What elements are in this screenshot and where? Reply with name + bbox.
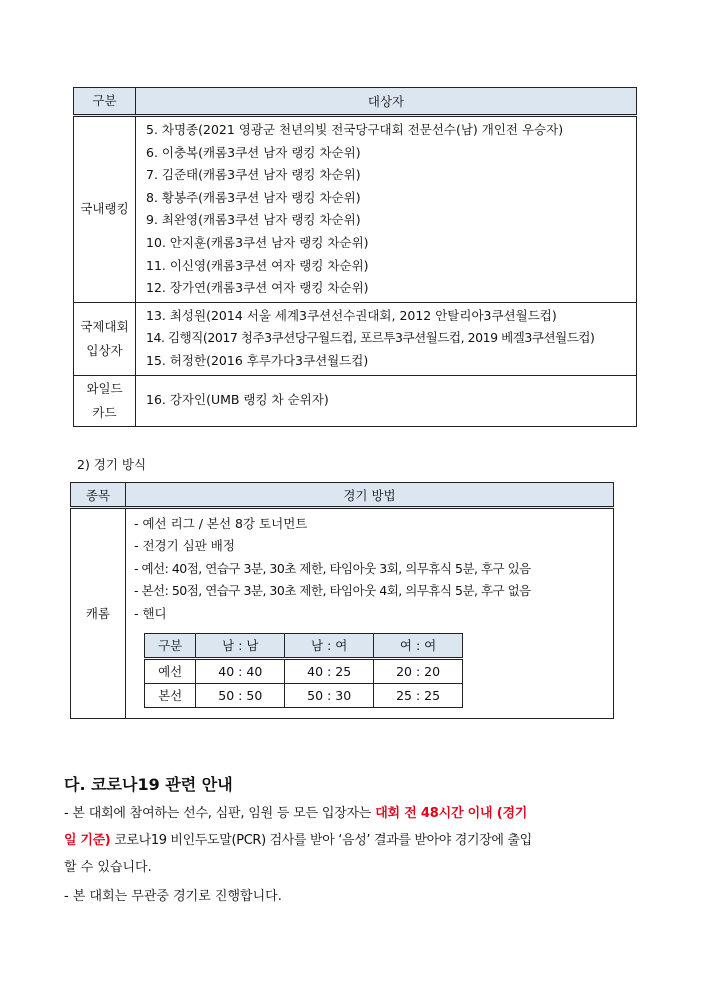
score-cell: 50 : 50 bbox=[196, 683, 285, 707]
category-line: 와일드 bbox=[86, 380, 123, 396]
category-cell bbox=[74, 302, 136, 375]
method-line: - 핸디 bbox=[134, 605, 167, 621]
score-header: 여 : 여 bbox=[374, 633, 463, 658]
header-event: 종목 bbox=[71, 483, 126, 508]
highlight-text: 일 기준) bbox=[64, 833, 111, 848]
score-cell: 예선 bbox=[145, 658, 196, 683]
list-item: 7. 김준태(캐롬3쿠션 남자 랭킹 차순위) bbox=[146, 167, 361, 183]
paragraph-line: 할 수 있습니다. bbox=[64, 860, 152, 875]
qualified-players-table bbox=[73, 87, 637, 427]
table-row bbox=[145, 658, 463, 683]
header-method: 경기 방법 bbox=[126, 483, 614, 508]
player-list bbox=[136, 116, 637, 303]
category-cell: 국내랭킹 bbox=[74, 116, 136, 303]
score-header: 구분 bbox=[145, 633, 196, 658]
section-2-title: 2) 경기 방식 bbox=[77, 457, 147, 472]
list-item: 9. 최완영(캐롬3쿠션 남자 랭킹 차순위) bbox=[146, 212, 361, 228]
category-line: 카드 bbox=[92, 404, 117, 420]
list-item: 8. 황봉주(캐롬3쿠션 남자 랭킹 차순위) bbox=[146, 189, 361, 205]
header-target: 대상자 bbox=[136, 88, 637, 116]
paragraph-line: - 본 대회는 무관중 경기로 진행합니다. bbox=[64, 889, 282, 904]
method-line: - 전경기 심판 배정 bbox=[134, 538, 235, 554]
paragraph-line bbox=[64, 802, 527, 821]
list-item: 5. 차명종(2021 영광군 천년의빛 전국당구대회 전문선수(남) 개인전 우승자) bbox=[146, 122, 564, 137]
category-cell bbox=[74, 375, 136, 426]
method-cell bbox=[126, 508, 614, 719]
score-cell: 40 : 25 bbox=[285, 658, 374, 683]
list-item: 11. 이신영(캐롬3쿠션 여자 랭킹 차순위) bbox=[146, 257, 369, 273]
table-row bbox=[74, 116, 637, 303]
score-cell: 본선 bbox=[145, 683, 196, 707]
list-item: 6. 이충복(캐롬3쿠션 남자 랭킹 차순위) bbox=[146, 144, 361, 160]
list-item: 14. 김행직(2017 청주3쿠션당구월드컵, 포르투3쿠션월드컵, 2019 베겔3쿠션월드컵) bbox=[146, 330, 595, 346]
category-line: 국제대회 bbox=[80, 318, 129, 334]
list-item: 13. 최성원(2014 서울 세계3쿠션선수권대회, 2012 안탈리아3쿠션월드컵) bbox=[146, 307, 557, 323]
list-item: 10. 안지훈(캐롬3쿠션 남자 랭킹 차순위) bbox=[146, 234, 369, 250]
score-cell: 20 : 20 bbox=[374, 658, 463, 683]
paragraph-text: - 본 대회에 참여하는 선수, 심판, 임원 등 모든 입장자는 bbox=[64, 806, 376, 821]
player-list bbox=[136, 302, 637, 375]
score-cell: 40 : 40 bbox=[196, 658, 285, 683]
header-category: 구분 bbox=[74, 88, 136, 116]
score-header: 남 : 남 bbox=[196, 633, 285, 658]
list-item: 16. 강자인(UMB 랭킹 차 순위자) bbox=[146, 392, 329, 408]
category-line: 입상자 bbox=[86, 342, 123, 358]
highlight-text: 대회 전 48시간 이내 (경기 bbox=[375, 806, 528, 821]
paragraph-line bbox=[64, 829, 532, 848]
method-line: - 본선: 50점, 연습구 3분, 30초 제한, 타임아웃 4회, 의무휴식 5분, 후구 없음 bbox=[134, 583, 531, 599]
table-row bbox=[145, 683, 463, 707]
handicap-score-table bbox=[144, 633, 463, 708]
table-row bbox=[71, 508, 614, 719]
list-item: 12. 장가연(캐롬3쿠션 여자 랭킹 차순위) bbox=[146, 280, 369, 296]
match-method-table bbox=[70, 482, 614, 719]
paragraph-text: 코로나19 비인두도말(PCR) 검사를 받아 ‘음성’ 결과를 받아야 경기장에 출입 bbox=[110, 833, 532, 848]
method-line: - 예선: 40점, 연습구 3분, 30초 제한, 타임아웃 3회, 의무휴식 5분, 후구 있음 bbox=[134, 560, 531, 576]
table-row bbox=[74, 375, 637, 426]
method-line: - 예선 리그 / 본선 8강 토너먼트 bbox=[134, 516, 308, 531]
category-cell: 캐롬 bbox=[71, 508, 126, 719]
score-header: 남 : 여 bbox=[285, 633, 374, 658]
score-cell: 50 : 30 bbox=[285, 683, 374, 707]
player-list bbox=[136, 375, 637, 426]
table-row bbox=[74, 302, 637, 375]
list-item: 15. 허정한(2016 후루가다3쿠션월드컵) bbox=[146, 352, 369, 368]
section-d-title: 다. 코로나19 관련 안내 bbox=[64, 775, 233, 794]
score-cell: 25 : 25 bbox=[374, 683, 463, 707]
